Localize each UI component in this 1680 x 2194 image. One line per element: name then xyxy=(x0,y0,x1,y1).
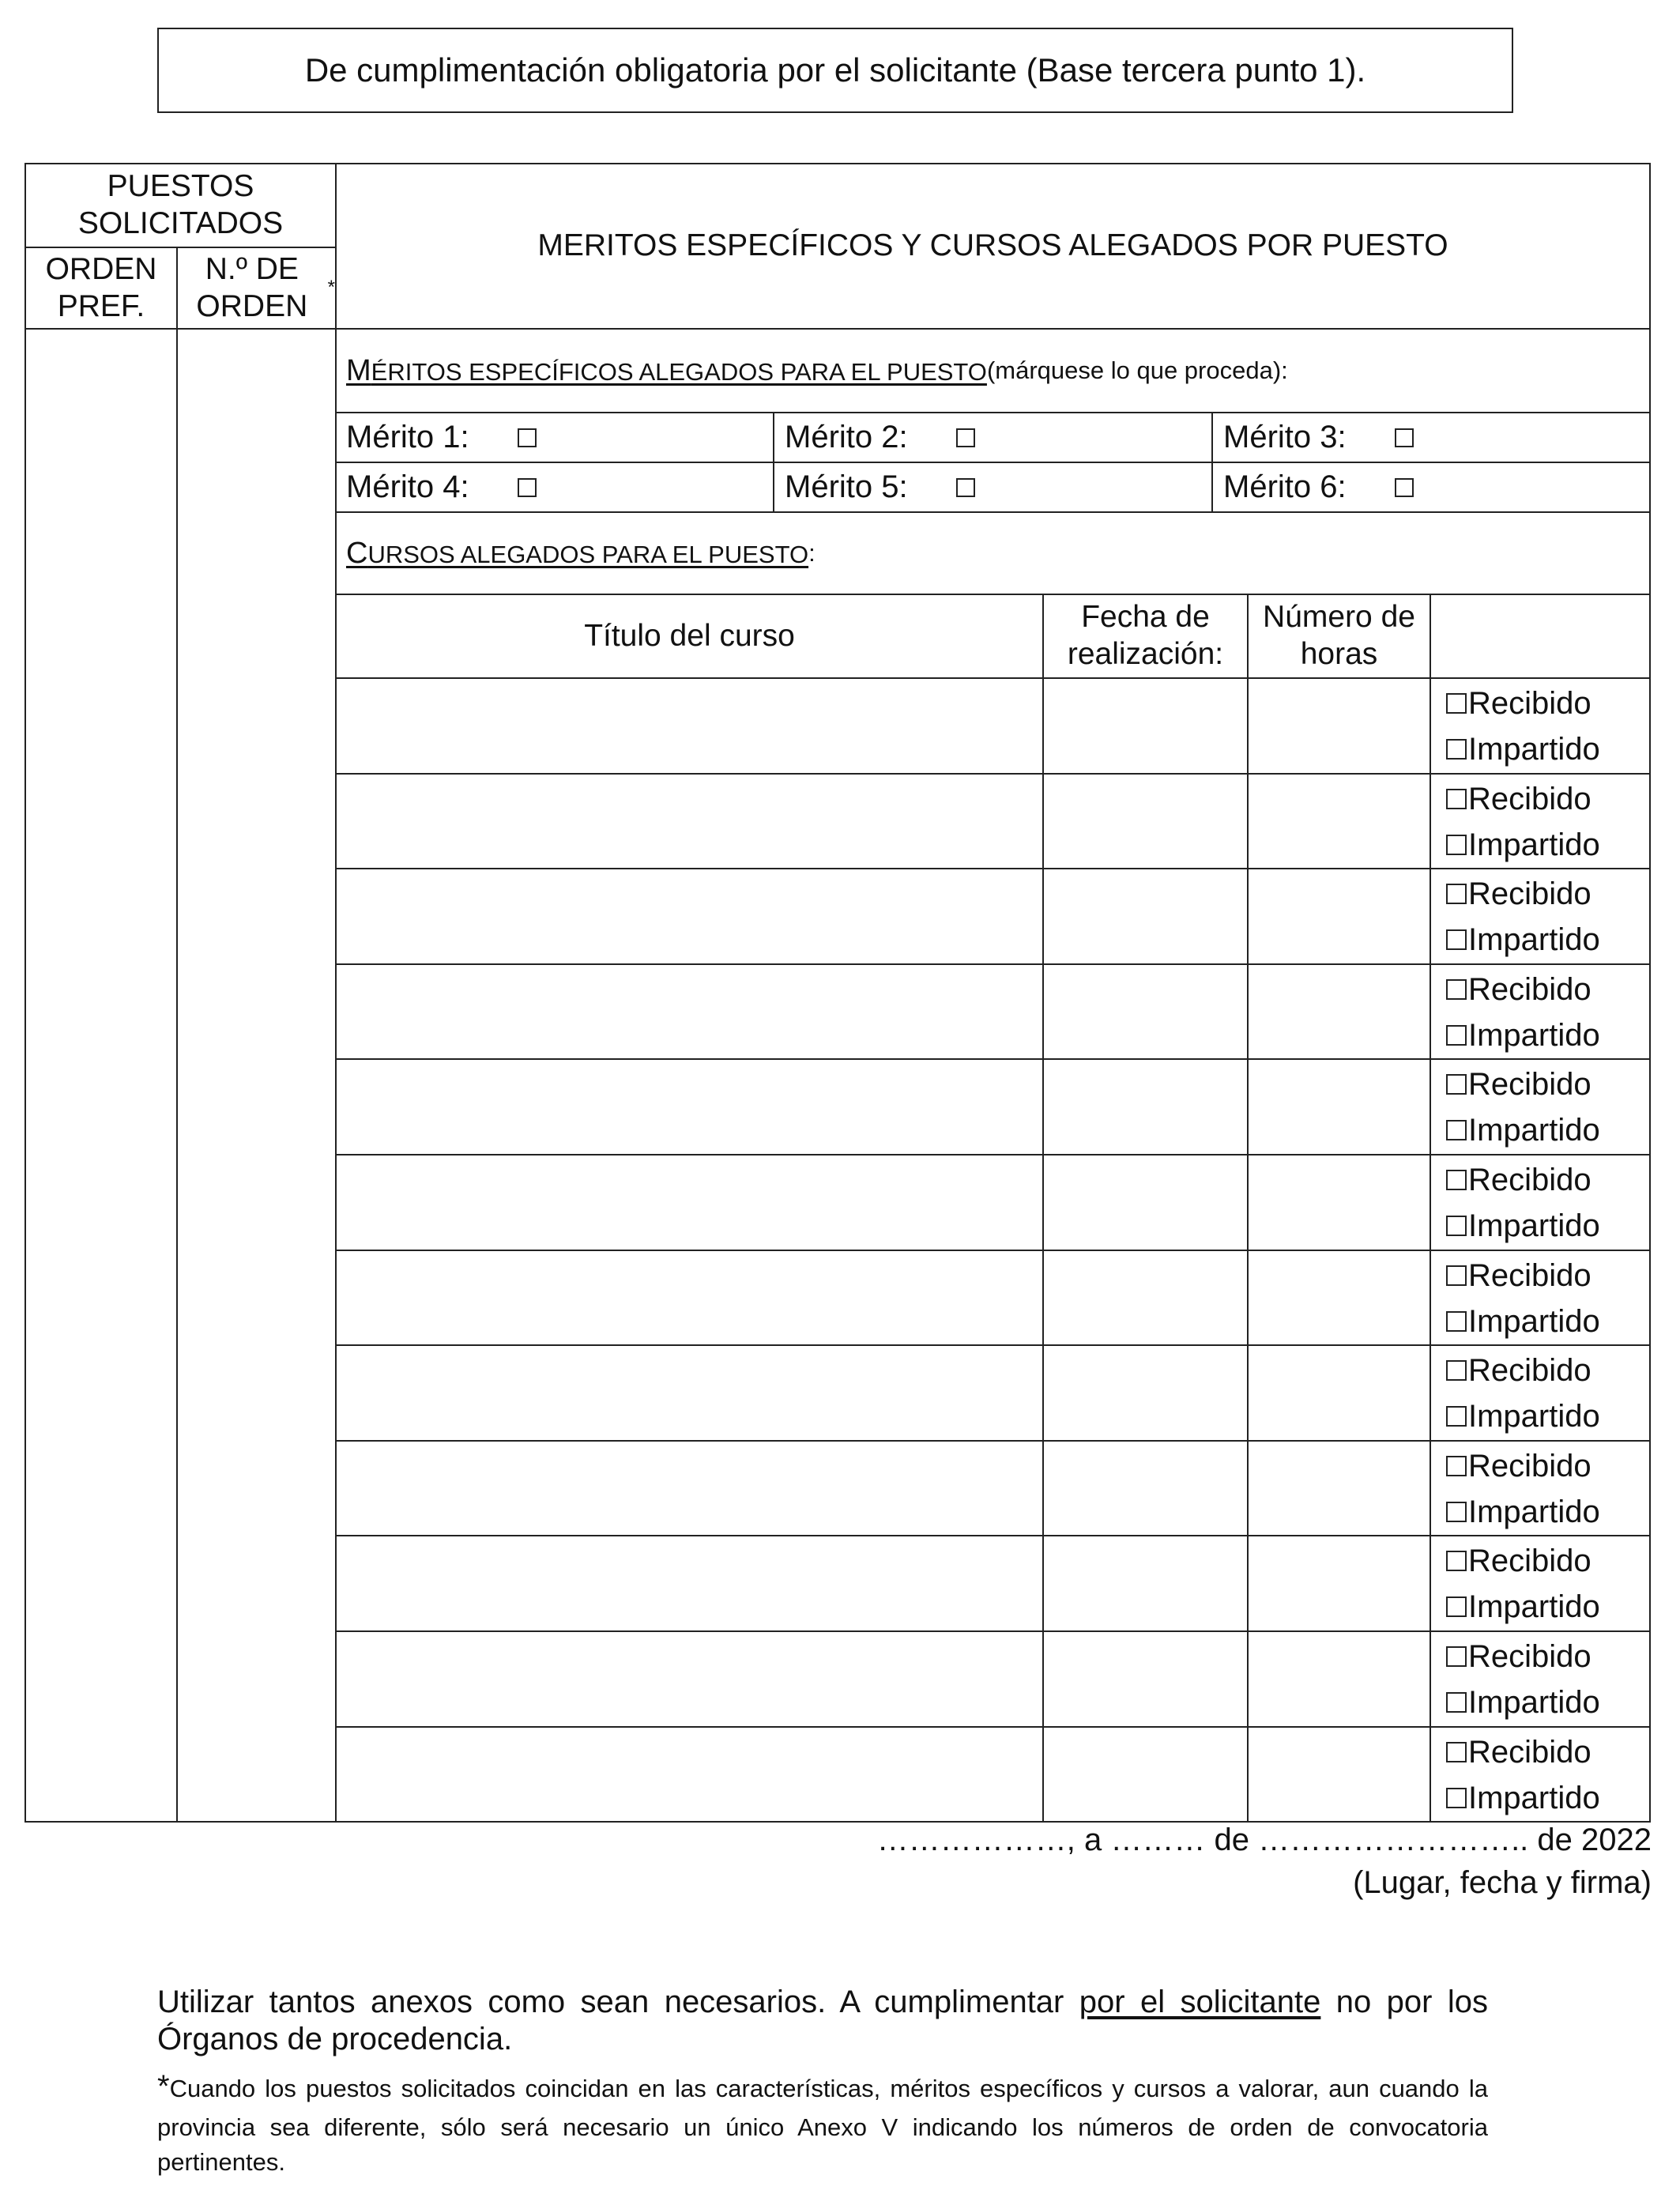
course-hours-cell[interactable] xyxy=(1249,679,1430,771)
received-checkbox[interactable] xyxy=(1446,1456,1467,1476)
taught-checkbox[interactable] xyxy=(1446,835,1467,855)
taught-label: Impartido xyxy=(1468,1017,1600,1053)
course-hours-cell[interactable] xyxy=(1249,1251,1430,1344)
taught-option xyxy=(1446,1397,1600,1436)
merit-2-checkbox[interactable] xyxy=(956,428,975,447)
received-option xyxy=(1446,1637,1591,1676)
puestos-solicitados-header: PUESTOS SOLICITADOS xyxy=(77,169,284,240)
received-option xyxy=(1446,1446,1591,1486)
course-date-cell[interactable] xyxy=(1044,1346,1247,1438)
num-orden-text: N.º DE ORDEN xyxy=(196,251,308,323)
course-hours-cell[interactable] xyxy=(1249,1442,1430,1534)
course-hours-cell[interactable] xyxy=(1249,965,1430,1057)
received-label: Recibido xyxy=(1468,781,1591,816)
received-option xyxy=(1446,1541,1591,1581)
courses-section-label: CURSOS ALEGADOS PARA EL PUESTO : xyxy=(346,536,816,570)
course-date-cell[interactable] xyxy=(1044,679,1247,771)
course-title-cell[interactable] xyxy=(337,1251,1042,1344)
merit-4-checkbox[interactable] xyxy=(518,478,537,497)
received-label: Recibido xyxy=(1468,1734,1591,1770)
course-title-cell[interactable] xyxy=(337,1536,1042,1629)
course-title-header: Título del curso xyxy=(584,618,795,653)
course-date-header: Fecha de realización: xyxy=(1067,600,1224,671)
course-date-cell[interactable] xyxy=(1044,1728,1247,1820)
course-date-cell[interactable] xyxy=(1044,965,1247,1057)
taught-option xyxy=(1446,1778,1600,1818)
course-title-cell[interactable] xyxy=(337,1442,1042,1534)
received-option xyxy=(1446,970,1591,1009)
taught-option xyxy=(1446,729,1600,769)
merit-5-checkbox[interactable] xyxy=(956,478,975,497)
course-title-cell[interactable] xyxy=(337,775,1042,867)
received-option xyxy=(1446,1256,1591,1295)
taught-label: Impartido xyxy=(1468,1494,1600,1529)
taught-option xyxy=(1446,1110,1600,1150)
merit-2: Mérito 2: xyxy=(785,420,908,454)
taught-label: Impartido xyxy=(1468,731,1600,767)
received-option xyxy=(1446,779,1591,819)
usage-note-underlined: por el solicitante xyxy=(1079,1985,1321,2019)
course-title-cell[interactable] xyxy=(337,965,1042,1057)
course-date-cell[interactable] xyxy=(1044,1632,1247,1725)
received-option xyxy=(1446,874,1591,914)
course-title-cell[interactable] xyxy=(337,1060,1042,1152)
taught-label: Impartido xyxy=(1468,1684,1600,1720)
usage-note: Utilizar tantos anexos como sean necesarios. A cumplimentar por el solicitante no por los Órganos de procedencia. xyxy=(157,1985,1489,2057)
merits-section-label: MÉRITOS ESPECÍFICOS ALEGADOS PARA EL PUESTO (márquese lo que proceda): xyxy=(346,353,1288,387)
footnote-text: Cuando los puestos solicitados coincidan en las características, méritos específicos y cursos a valorar, aun cuando la provincia sea diferente, sólo será necesario un único Anexo V indicando los números de orden de convocatoria pertinentes. xyxy=(157,2075,1488,2177)
course-title-cell[interactable] xyxy=(337,1728,1042,1820)
signature-caption: (Lugar, fecha y firma) xyxy=(1353,1865,1652,1900)
taught-label: Impartido xyxy=(1468,1398,1600,1434)
received-checkbox[interactable] xyxy=(1446,789,1467,809)
received-option xyxy=(1446,1160,1591,1200)
taught-option xyxy=(1446,1587,1600,1627)
received-label: Recibido xyxy=(1468,1066,1591,1102)
received-label: Recibido xyxy=(1468,685,1591,721)
received-checkbox[interactable] xyxy=(1446,1551,1467,1571)
course-date-cell[interactable] xyxy=(1044,1251,1247,1344)
main-title: MERITOS ESPECÍFICOS Y CURSOS ALEGADOS POR PUESTO xyxy=(537,228,1448,263)
taught-checkbox[interactable] xyxy=(1446,1788,1467,1808)
course-title-cell[interactable] xyxy=(337,1632,1042,1725)
course-date-cell[interactable] xyxy=(1044,1060,1247,1152)
course-hours-cell[interactable] xyxy=(1249,775,1430,867)
num-orden-header xyxy=(178,248,335,328)
taught-checkbox[interactable] xyxy=(1446,1216,1467,1236)
course-date-cell[interactable] xyxy=(1044,869,1247,962)
course-date-cell[interactable] xyxy=(1044,1155,1247,1248)
received-label: Recibido xyxy=(1468,1257,1591,1293)
course-title-cell[interactable] xyxy=(337,1346,1042,1438)
received-checkbox[interactable] xyxy=(1446,1265,1467,1286)
received-option xyxy=(1446,1065,1591,1104)
received-checkbox[interactable] xyxy=(1446,1742,1467,1762)
taught-option xyxy=(1446,920,1600,959)
taught-option xyxy=(1446,825,1600,865)
taught-checkbox[interactable] xyxy=(1446,1120,1467,1140)
merit-6: Mérito 6: xyxy=(1223,469,1347,504)
obligatory-notice-text: De cumplimentación obligatoria por el solicitante (Base tercera punto 1). xyxy=(304,51,1366,89)
merit-4: Mérito 4: xyxy=(346,469,469,504)
merit-1: Mérito 1: xyxy=(346,420,469,454)
received-label: Recibido xyxy=(1468,1448,1591,1483)
course-hours-cell[interactable] xyxy=(1249,1536,1430,1629)
received-label: Recibido xyxy=(1468,1352,1591,1388)
received-label: Recibido xyxy=(1468,1638,1591,1674)
received-checkbox[interactable] xyxy=(1446,1170,1467,1190)
course-hours-cell[interactable] xyxy=(1249,1632,1430,1725)
taught-option xyxy=(1446,1302,1600,1341)
received-checkbox[interactable] xyxy=(1446,1074,1467,1095)
received-option xyxy=(1446,1351,1591,1390)
taught-label: Impartido xyxy=(1468,922,1600,957)
received-label: Recibido xyxy=(1468,876,1591,911)
course-hours-cell[interactable] xyxy=(1249,1060,1430,1152)
merit-3: Mérito 3: xyxy=(1223,420,1347,454)
received-label: Recibido xyxy=(1468,971,1591,1007)
obligatory-notice xyxy=(157,28,1513,113)
taught-checkbox[interactable] xyxy=(1446,1692,1467,1713)
orden-pref-header: ORDEN PREF. xyxy=(45,251,157,323)
signature-line: ………………, a ……… de …………………….. de 2022 xyxy=(876,1823,1652,1857)
taught-label: Impartido xyxy=(1468,827,1600,862)
course-hours-cell[interactable] xyxy=(1249,1728,1430,1820)
taught-label: Impartido xyxy=(1468,1208,1600,1243)
course-title-cell[interactable] xyxy=(337,679,1042,771)
course-date-cell[interactable] xyxy=(1044,1536,1247,1629)
course-title-cell[interactable] xyxy=(337,869,1042,962)
received-checkbox[interactable] xyxy=(1446,884,1467,904)
taught-checkbox[interactable] xyxy=(1446,1025,1467,1046)
received-checkbox[interactable] xyxy=(1446,693,1467,714)
taught-option xyxy=(1446,1492,1600,1532)
course-title-cell[interactable] xyxy=(337,1155,1042,1248)
footnote-asterisk: * xyxy=(157,2069,170,2104)
received-option xyxy=(1446,1732,1591,1772)
asterisk-mark: * xyxy=(327,277,335,299)
taught-label: Impartido xyxy=(1468,1780,1600,1815)
taught-label: Impartido xyxy=(1468,1112,1600,1148)
taught-option xyxy=(1446,1206,1600,1246)
course-hours-header: Número de horas xyxy=(1263,600,1415,671)
received-label: Recibido xyxy=(1468,1543,1591,1578)
taught-option xyxy=(1446,1016,1600,1055)
merit-3-checkbox[interactable] xyxy=(1395,428,1414,447)
received-checkbox[interactable] xyxy=(1446,1646,1467,1667)
course-date-cell[interactable] xyxy=(1044,1442,1247,1534)
course-hours-cell[interactable] xyxy=(1249,869,1430,962)
course-hours-cell[interactable] xyxy=(1249,1155,1430,1248)
taught-checkbox[interactable] xyxy=(1446,1406,1467,1427)
taught-checkbox[interactable] xyxy=(1446,1311,1467,1332)
received-option xyxy=(1446,684,1591,723)
taught-label: Impartido xyxy=(1468,1303,1600,1339)
merit-1-checkbox[interactable] xyxy=(518,428,537,447)
taught-checkbox[interactable] xyxy=(1446,929,1467,950)
taught-checkbox[interactable] xyxy=(1446,1502,1467,1522)
taught-checkbox[interactable] xyxy=(1446,739,1467,760)
received-checkbox[interactable] xyxy=(1446,979,1467,1000)
course-date-cell[interactable] xyxy=(1044,775,1247,867)
course-hours-cell[interactable] xyxy=(1249,1346,1430,1438)
taught-checkbox[interactable] xyxy=(1446,1596,1467,1617)
taught-label: Impartido xyxy=(1468,1589,1600,1624)
taught-option xyxy=(1446,1683,1600,1722)
merit-6-checkbox[interactable] xyxy=(1395,478,1414,497)
received-label: Recibido xyxy=(1468,1162,1591,1197)
merit-5: Mérito 5: xyxy=(785,469,908,504)
footnote xyxy=(157,2064,1488,2181)
received-checkbox[interactable] xyxy=(1446,1360,1467,1381)
